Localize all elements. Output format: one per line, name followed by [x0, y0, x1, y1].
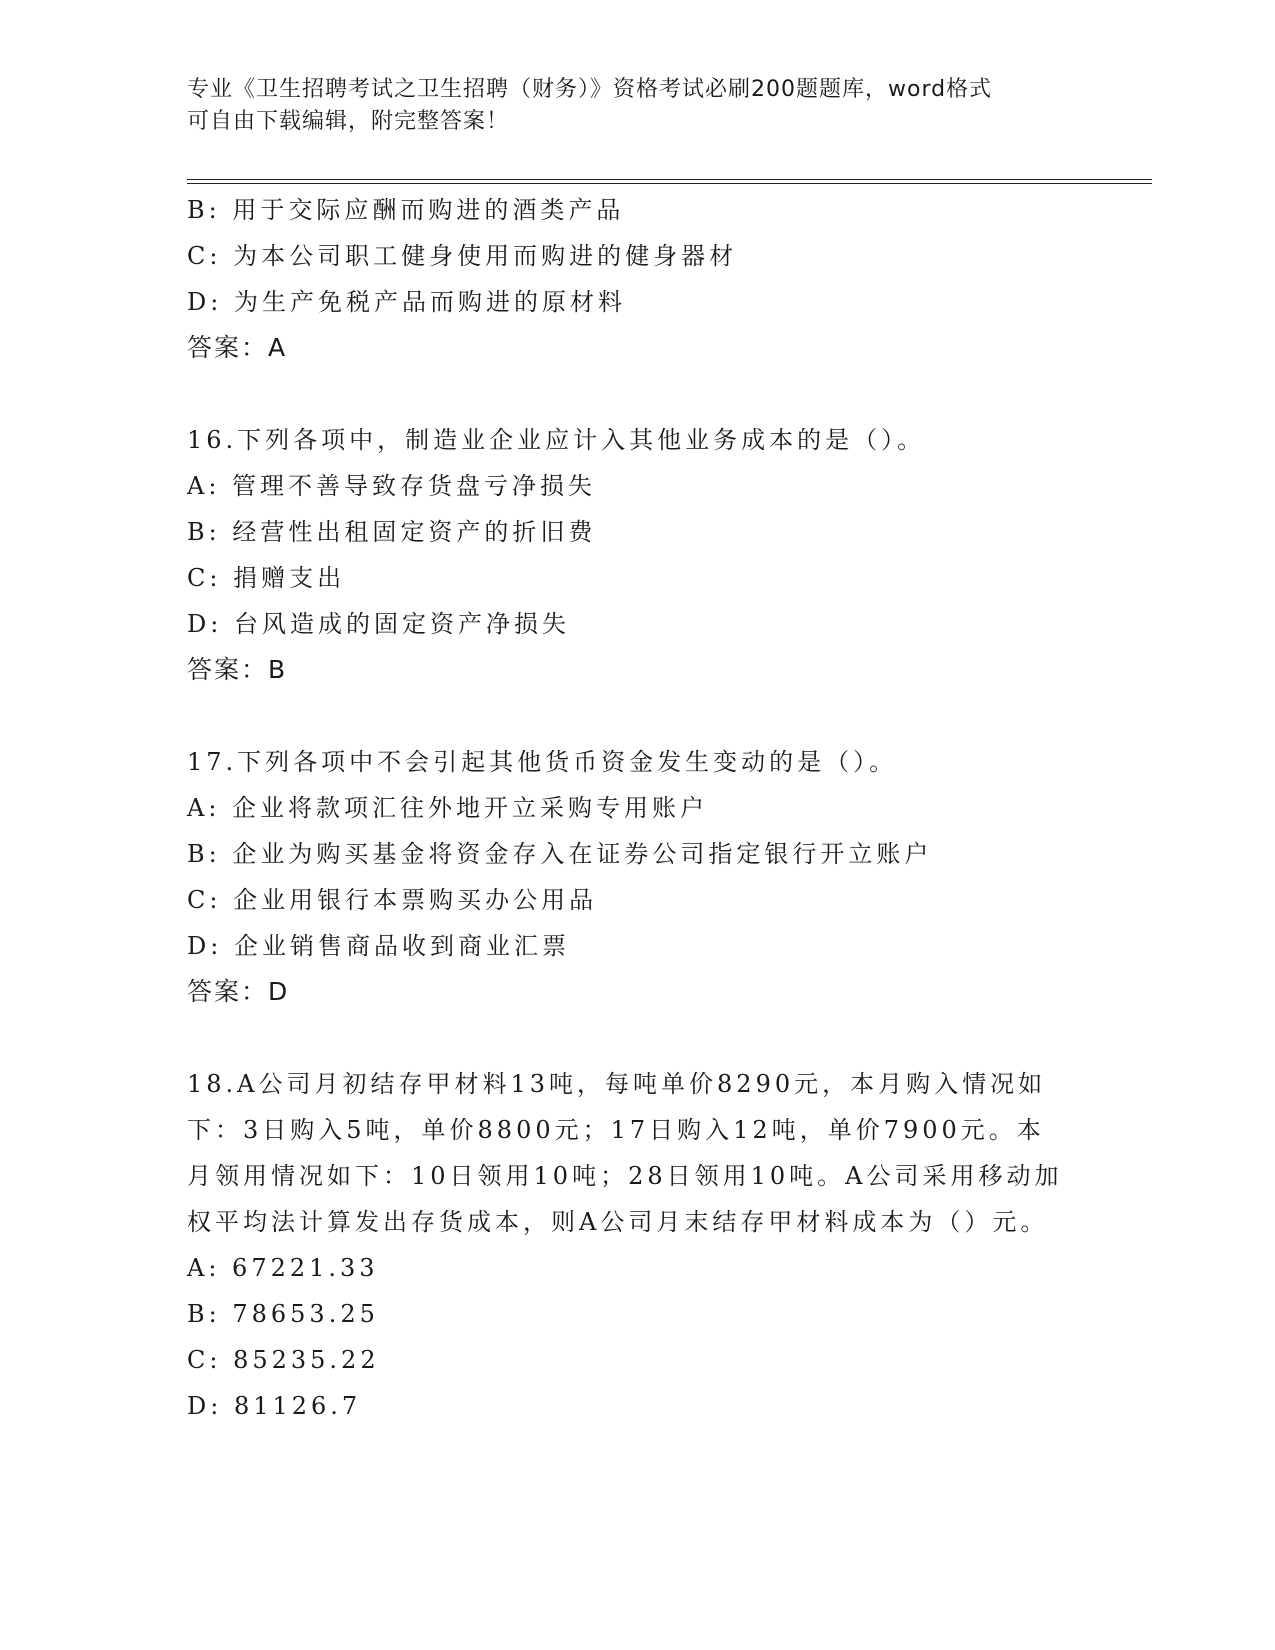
spacer	[187, 1015, 1087, 1061]
option-d: D: 企业销售商品收到商业汇票	[187, 932, 570, 960]
question-stem: 16.下列各项中，制造业企业应计入其他业务成本的是（）。	[187, 426, 926, 454]
spacer	[187, 693, 1087, 739]
option-b: B: 用于交际应酬而购进的酒类产品	[187, 196, 625, 224]
option-d: D: 81126.7	[187, 1392, 362, 1420]
answer: 答案：D	[187, 977, 290, 1006]
document-header	[187, 74, 1067, 138]
option-d: D: 为生产免税产品而购进的原材料	[187, 288, 626, 316]
answer: 答案：B	[187, 655, 288, 684]
question-stem: 18.A公司月初结存甲材料13吨，每吨单价8290元，本月购入情况如下：3日购入5吨，单价8800元；17日购入12吨，单价7900元。本月领用情况如下：10日领用10吨；28日领用10吨。A公司采用移动加权平均法计算发出存货成本，则A公司月末结存甲材料成本为（）元。	[187, 1070, 1063, 1236]
header-divider-bottom	[187, 183, 1152, 184]
option-d: D: 台风造成的固定资产净损失	[187, 610, 570, 638]
question-17	[187, 739, 1087, 1015]
option-b: B: 经营性出租固定资产的折旧费	[187, 518, 597, 546]
option-a: A: 管理不善导致存货盘亏净损失	[187, 472, 597, 500]
option-c: C: 85235.22	[187, 1346, 380, 1374]
option-b: B: 78653.25	[187, 1300, 379, 1328]
answer: 答案：A	[187, 333, 288, 362]
question-16	[187, 417, 1087, 693]
option-c: C: 捐赠支出	[187, 564, 346, 592]
question-15	[187, 187, 1087, 371]
option-c: C: 为本公司职工健身使用而购进的健身器材	[187, 242, 738, 270]
header-title-line-1: 专业《卫生招聘考试之卫生招聘（财务）》资格考试必刷200题题库，word格式	[187, 77, 993, 102]
question-list	[187, 187, 1087, 1429]
question-18	[187, 1061, 1087, 1429]
header-divider-top	[187, 179, 1152, 180]
option-b: B: 企业为购买基金将资金存入在证券公司指定银行开立账户	[187, 840, 933, 868]
question-stem: 17.下列各项中不会引起其他货币资金发生变动的是（）。	[187, 748, 898, 776]
option-c: C: 企业用银行本票购买办公用品	[187, 886, 598, 914]
option-a: A: 67221.33	[187, 1254, 379, 1282]
option-a: A: 企业将款项汇往外地开立采购专用账户	[187, 794, 709, 822]
spacer	[187, 371, 1087, 417]
header-title-line-2: 可自由下载编辑，附完整答案！	[187, 109, 510, 134]
